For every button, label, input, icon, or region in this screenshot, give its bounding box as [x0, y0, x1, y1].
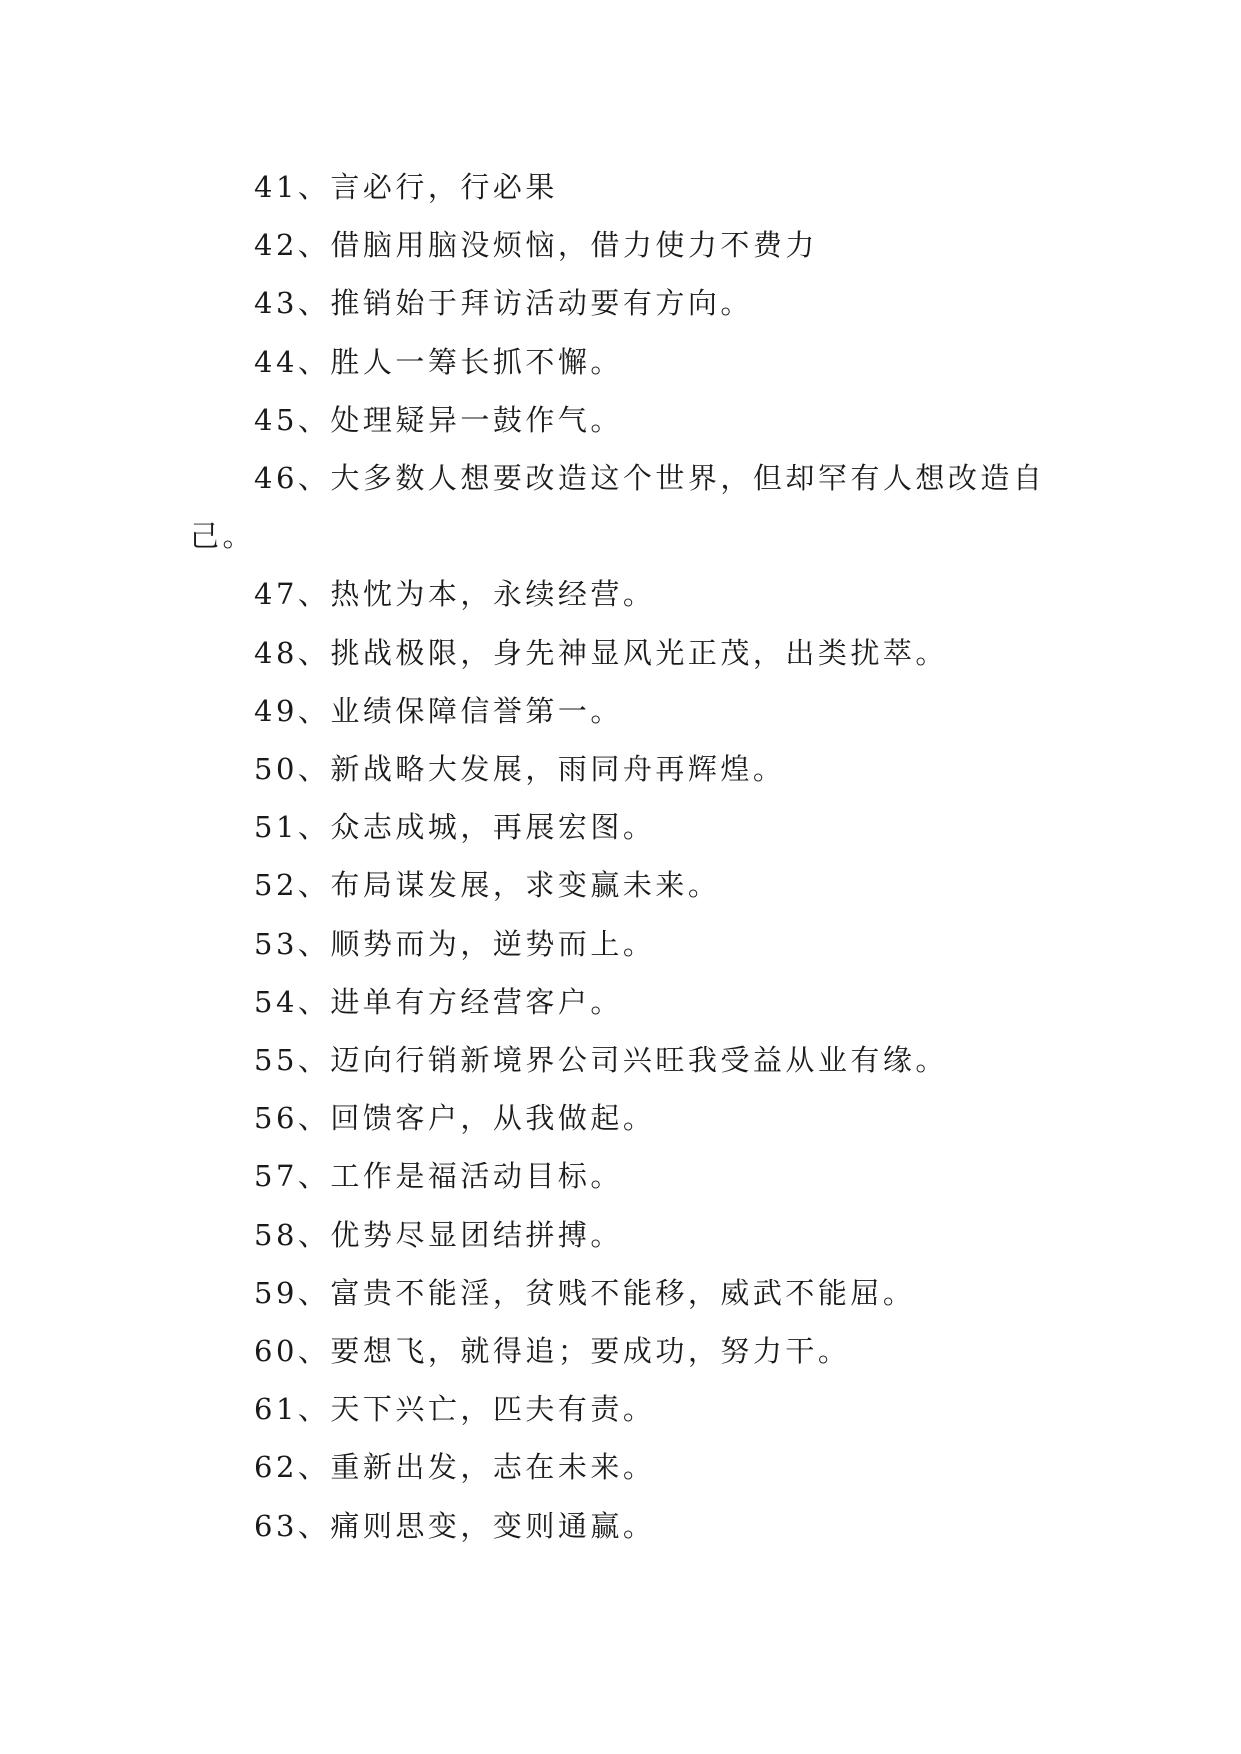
- list-item: 49、业绩保障信誉第一。: [254, 693, 623, 728]
- list-item: 61、天下兴亡，匹夫有责。: [254, 1392, 656, 1427]
- list-item: 54、进单有方经营客户。: [254, 984, 623, 1019]
- list-item: 48、挑战极限，身先神显风光正茂，出类扰萃。: [254, 635, 948, 670]
- list-item: 56、回馈客户，从我做起。: [254, 1101, 656, 1136]
- list-item: 47、热忱为本，永续经营。: [254, 577, 656, 612]
- list-item: 46、大多数人想要改造这个世界，但却罕有人想改造自己。: [190, 461, 1046, 554]
- list-item: 62、重新出发，志在未来。: [254, 1450, 656, 1485]
- list-item: 41、言必行，行必果: [254, 170, 558, 204]
- list-item: 60、要想飞，就得追；要成功，努力干。: [254, 1334, 851, 1369]
- list-item: 44、胜人一筹长抓不懈。: [254, 344, 623, 379]
- list-item: 63、痛则思变，变则通赢。: [254, 1508, 656, 1543]
- list-item: 45、处理疑异一鼓作气。: [254, 402, 623, 437]
- list-item: 55、迈向行销新境界公司兴旺我受益从业有缘。: [254, 1043, 948, 1078]
- list-item: 50、新战略大发展，雨同舟再辉煌。: [254, 752, 786, 787]
- list-item: 51、众志成城，再展宏图。: [254, 810, 656, 845]
- list-item: 58、优势尽显团结拼搏。: [254, 1217, 623, 1252]
- list-item: 57、工作是福活动目标。: [254, 1159, 623, 1194]
- list-item: 53、顺势而为，逆势而上。: [254, 926, 656, 961]
- list-item: 43、推销始于拜访活动要有方向。: [254, 286, 753, 321]
- list-item: 42、借脑用脑没烦恼，借力使力不费力: [254, 228, 818, 263]
- list-item: 52、布局谋发展，求变赢未来。: [254, 868, 721, 903]
- list-item: 59、富贵不能淫，贫贱不能移，威武不能屈。: [254, 1275, 916, 1310]
- slogan-list: [190, 158, 1050, 1555]
